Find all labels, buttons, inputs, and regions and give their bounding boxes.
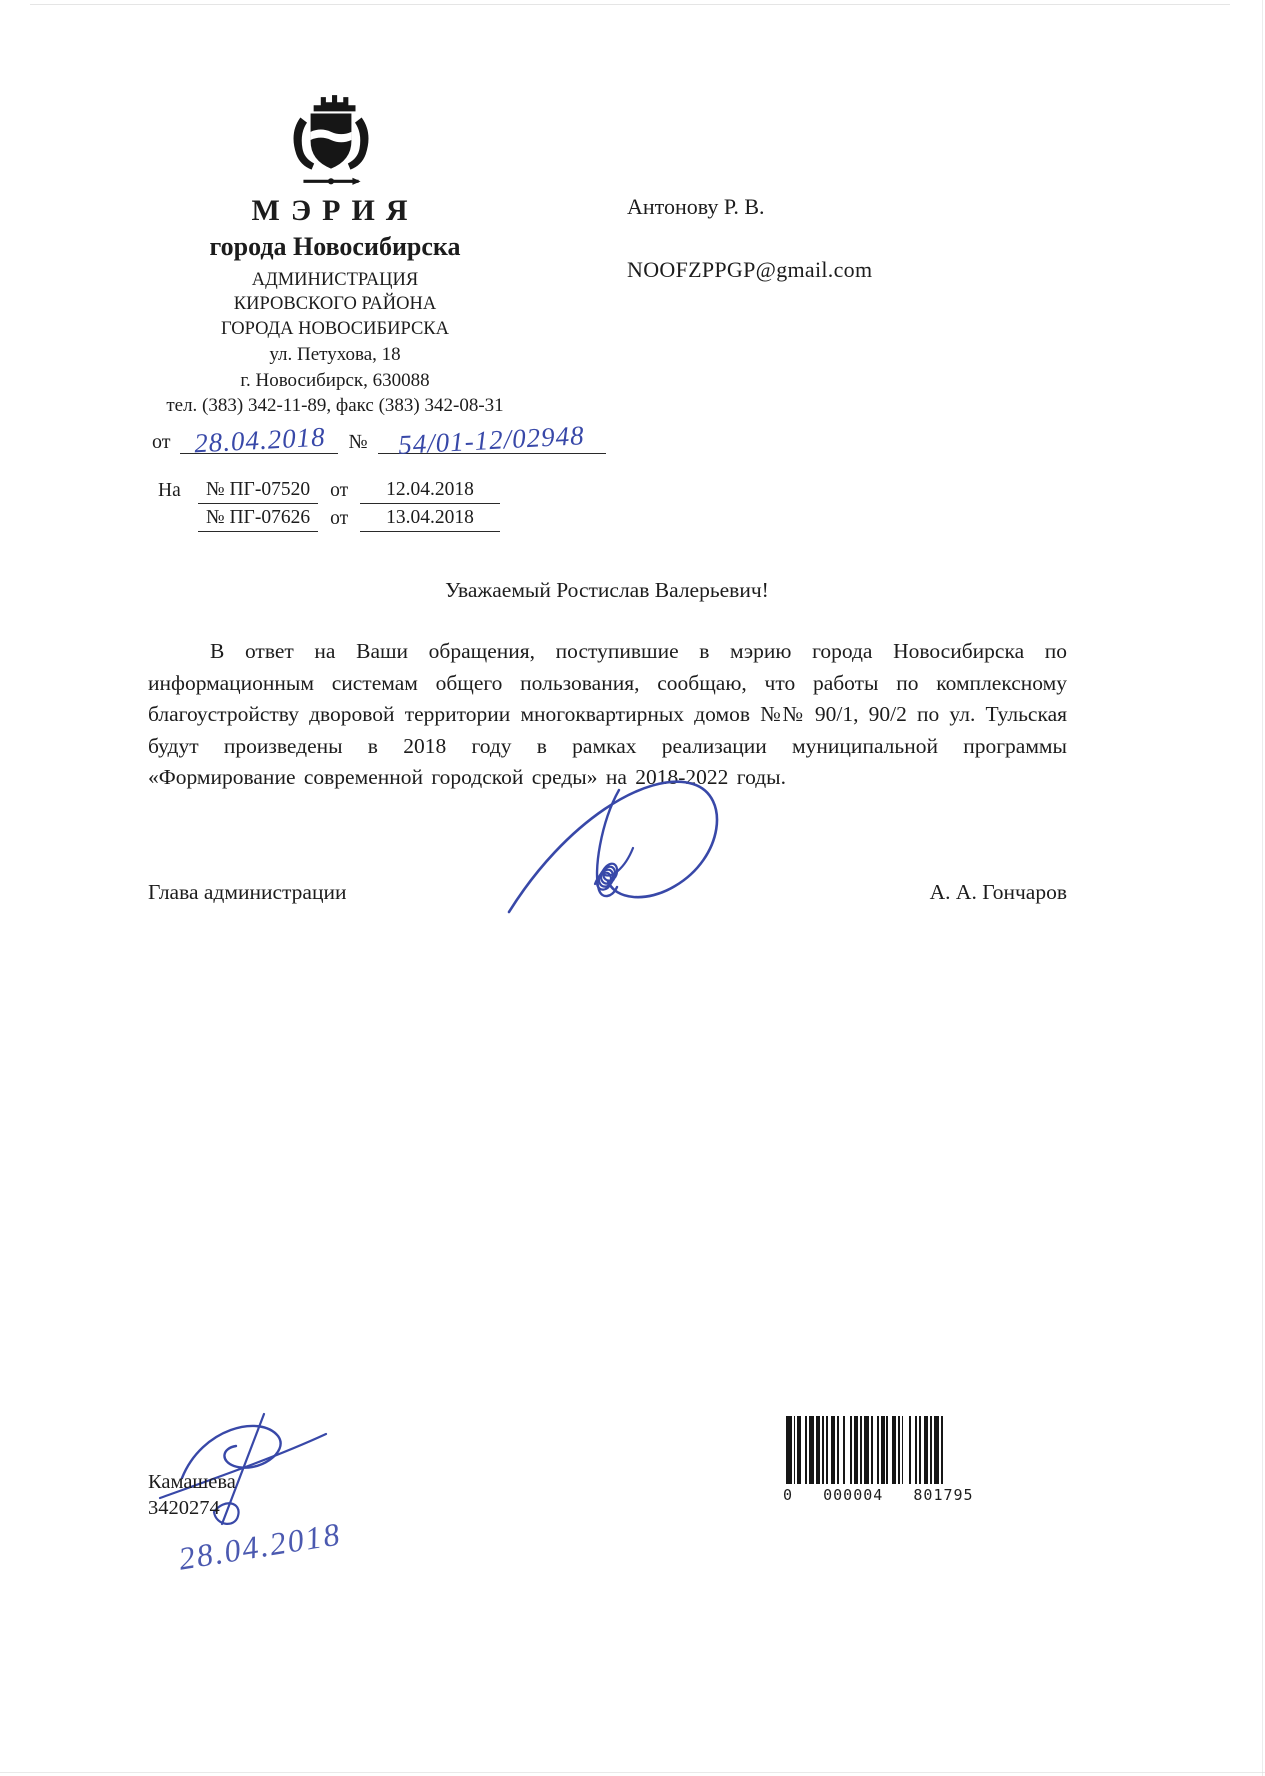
outgoing-ref-row — [152, 420, 606, 460]
incoming-date-2: 13.04.2018 — [360, 504, 500, 532]
incoming-number-1: № ПГ-07520 — [198, 476, 318, 504]
executor-block — [148, 1470, 236, 1521]
scan-edge-line-right — [1262, 0, 1263, 1776]
scan-edge-line-bottom — [0, 1772, 1265, 1773]
barcode — [783, 1416, 974, 1504]
head-signature-ink — [495, 760, 767, 942]
outgoing-from-label: от — [152, 431, 171, 453]
signoff-name: А. А. Гончаров — [929, 880, 1067, 904]
outgoing-number-label: № — [348, 431, 368, 453]
dept-line-3: ГОРОДА НОВОСИБИРСКА — [220, 318, 450, 339]
handwritten-outgoing-number: 54/01-12/02948 — [397, 420, 586, 460]
address-line-1: ул. Петухова, 18 — [269, 344, 401, 365]
handwritten-outgoing-date: 28.04.2018 — [193, 421, 327, 459]
incoming-refs-block — [158, 476, 500, 532]
dept-line-2: КИРОВСКОГО РАЙОНА — [233, 294, 437, 315]
dept-line-1: АДМИНИСТРАЦИЯ — [251, 270, 419, 290]
address-line-3: тел. (383) 342-11-89, факс (383) 342-08-31 — [166, 395, 504, 417]
letterhead-org-block — [148, 194, 522, 341]
signoff-position-title: Глава администрации — [148, 880, 347, 904]
handwritten-footer-date: 28.04.2018 — [176, 1515, 344, 1577]
barcode-text: 0 000004 801795 — [783, 1486, 974, 1504]
org-name-line2: города Новосибирска — [209, 232, 461, 261]
address-line-2: г. Новосибирск, 630088 — [240, 369, 430, 391]
org-name-line1: МЭРИЯ — [251, 194, 419, 227]
barcode-stripes — [786, 1416, 956, 1484]
incoming-date-1: 12.04.2018 — [360, 476, 500, 504]
recipient-name: Антонову Р. В. — [627, 194, 765, 219]
incoming-number-2: № ПГ-07626 — [198, 504, 318, 532]
incoming-ref-row — [158, 476, 500, 504]
scan-edge-line-top — [30, 4, 1230, 5]
incoming-ref-row — [158, 504, 500, 532]
incoming-from-label-2: от — [330, 508, 349, 529]
body-paragraph: В ответ на Ваши обращения, поступившие в мэрию города Новосибирска по информационным системам общего пользования, сообщаю, что работы по комплексному благоустройству дворовой территории многоквартирных домов №№ 90/1, 90/2 по ул. Тульская будут произведены в 2018 году в рамках реализации муниципальной программы «Формирование современной городской среды» на 2018-2022 годы. — [148, 639, 1067, 789]
incoming-from-label-1: от — [330, 480, 349, 501]
recipient-block — [627, 194, 872, 283]
letterhead-address-block — [148, 342, 522, 419]
outgoing-date-line — [180, 421, 338, 459]
executor-name: Камашева — [148, 1471, 236, 1493]
salutation: Уважаемый Ростислав Валерьевич! — [445, 578, 769, 602]
executor-phone: 3420274 — [148, 1496, 220, 1519]
outgoing-number-line — [378, 420, 606, 460]
incoming-label: На — [158, 480, 181, 501]
coat-of-arms-icon — [283, 92, 379, 192]
recipient-email: NOOFZPPGP@gmail.com — [627, 257, 873, 282]
